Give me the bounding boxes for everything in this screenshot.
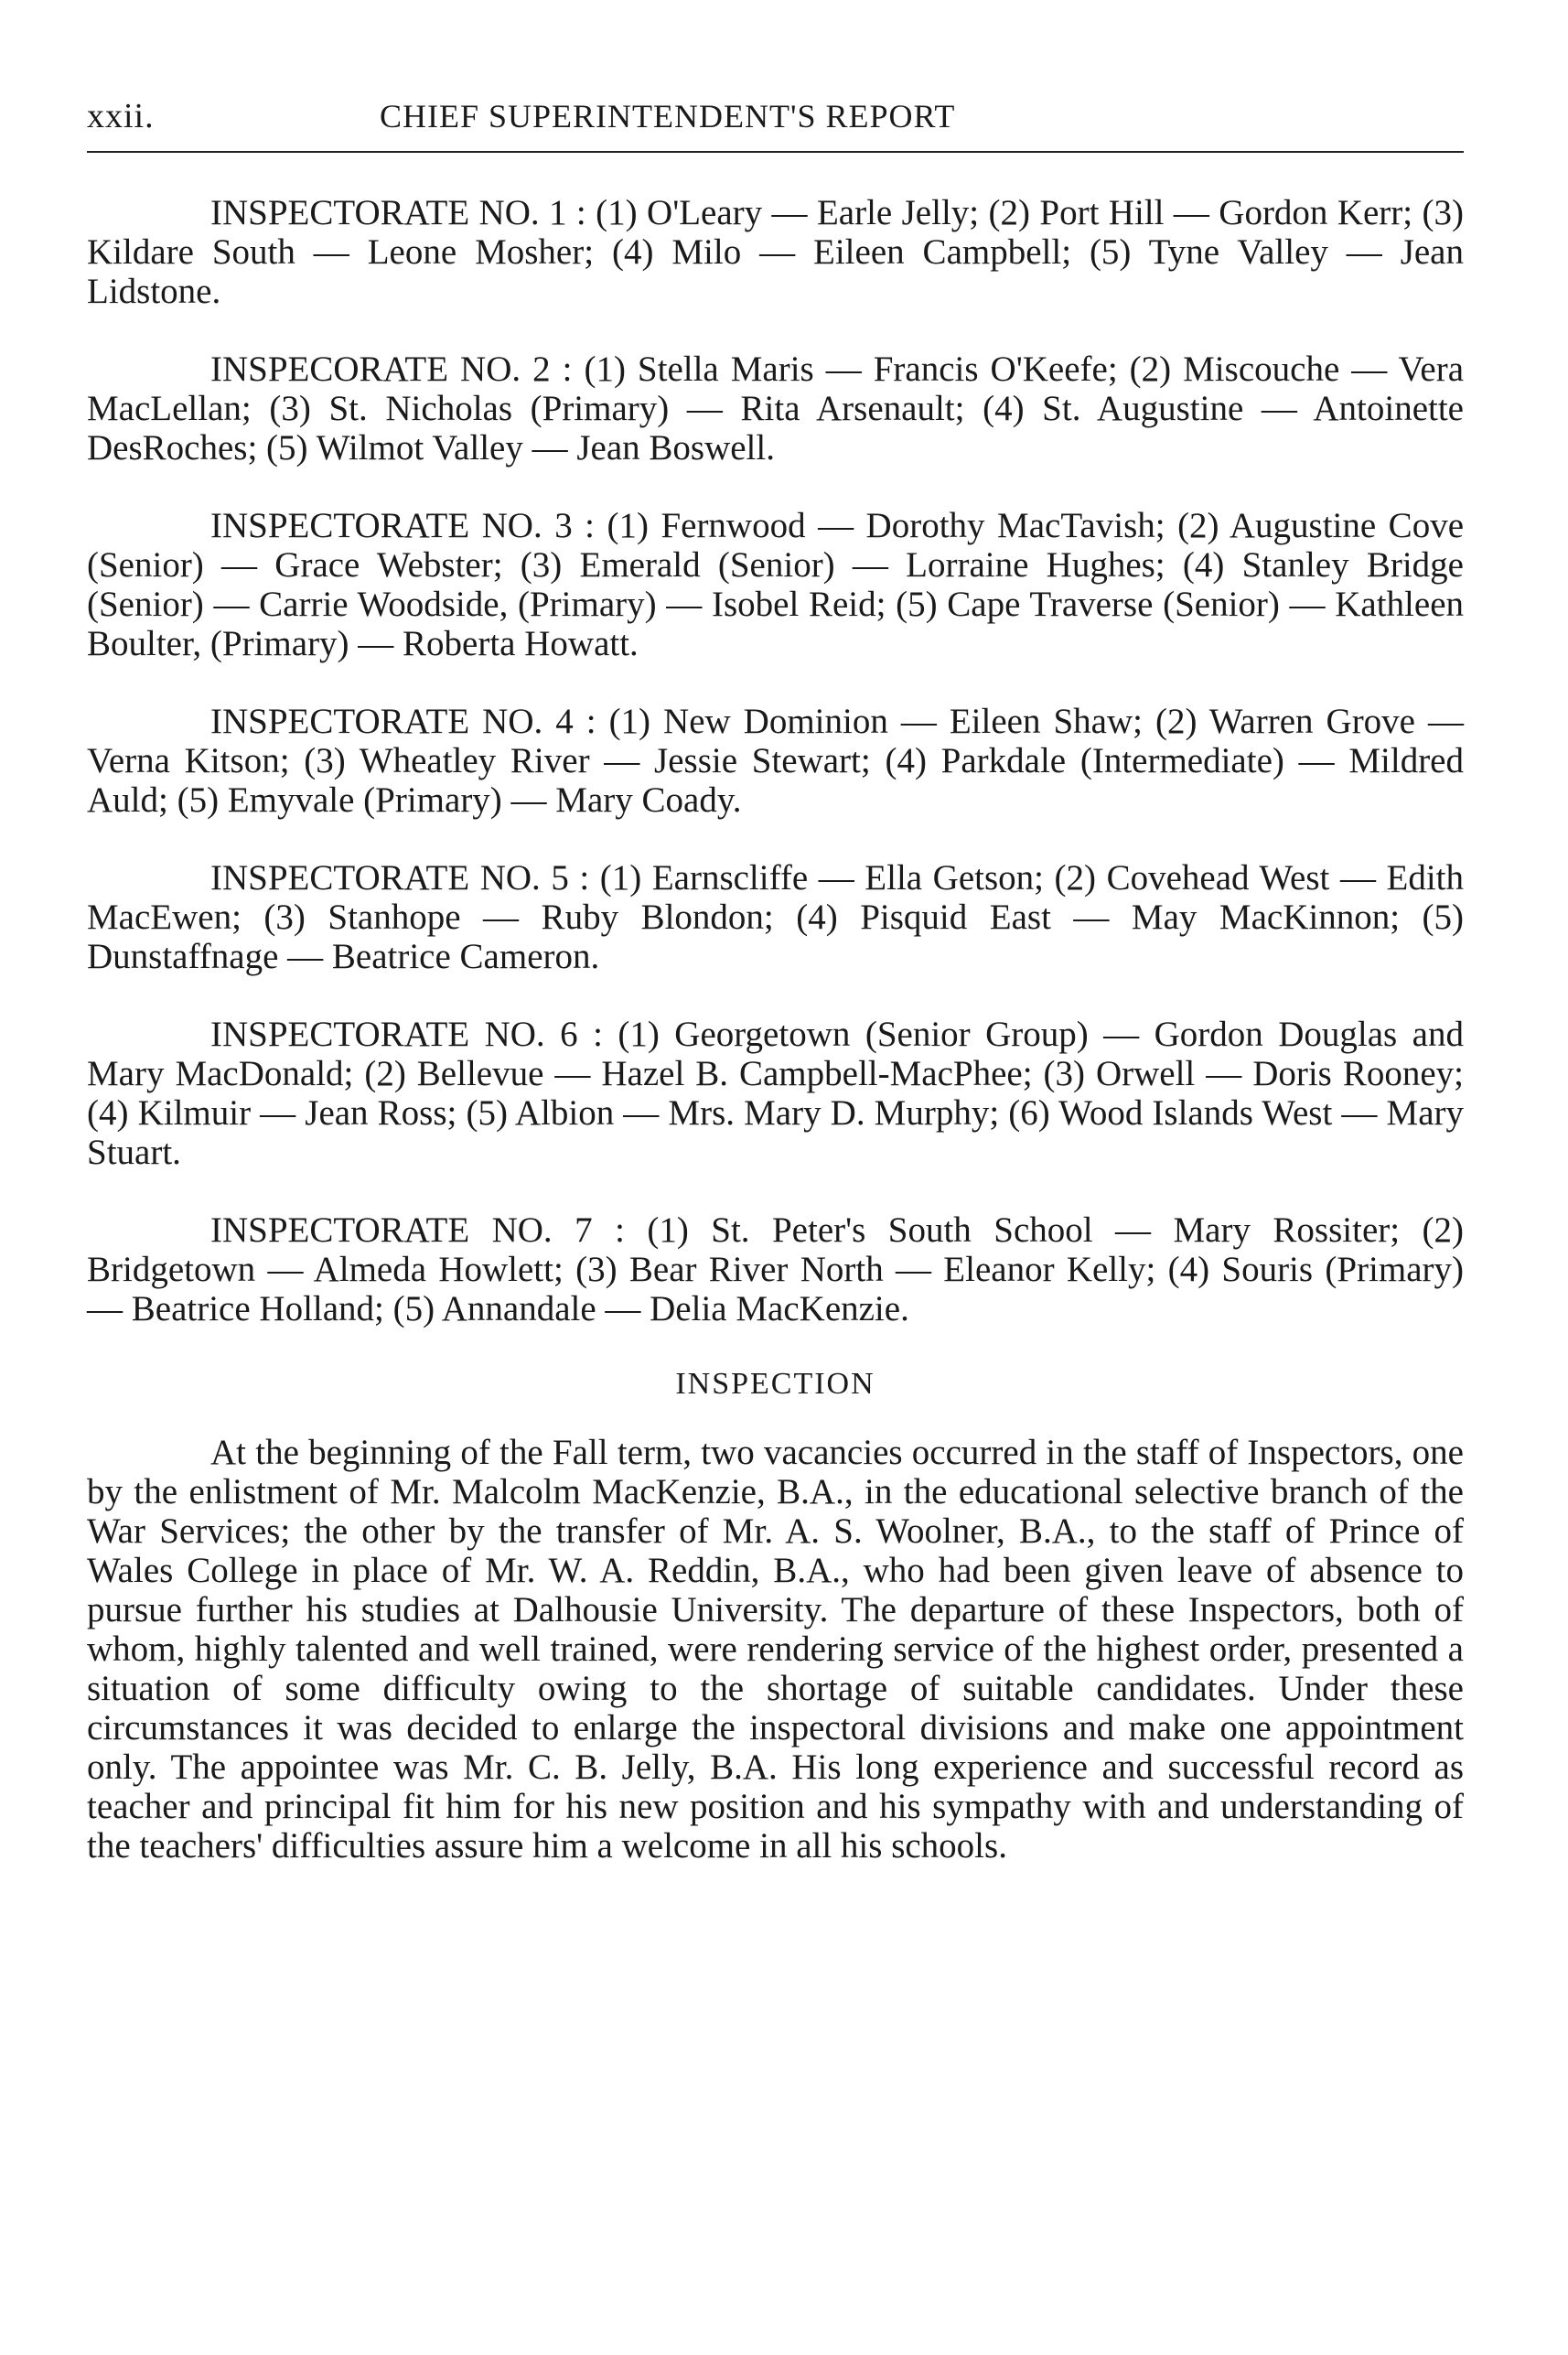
inspectorate-5-paragraph: INSPECTORATE NO. 5 : (1) Earnscliffe — Ella Getson; (2) Covehead West — Edith MacEwen; (3) Stanhope — Ruby Blondon; (4) Pisquid East — May MacKinnon; (5) Dunstaffnage — Beatrice Cameron. xyxy=(87,858,1464,976)
inspection-paragraph: At the beginning of the Fall term, two vacancies occurred in the staff of Inspectors, one by the enlistment of Mr. Malcolm MacKenzie, B.A., in the educational selective branch of the War Services; the other by the transfer of Mr. A. S. Woolner, B.A., to the staff of Prince of Wales College in place of Mr. W. A. Reddin, B.A., who had been given leave of absence to pursue further his studies at Dalhousie University. The departure of these Inspectors, both of whom, highly talented and well trained, were rendering service of the highest order, presented a situation of some difficulty owing to the shortage of suitable candidates. Under these circumstances it was decided to enlarge the inspectoral divisions and make one appointment only. The appointee was Mr. C. B. Jelly, B.A. His long experience and successful record as teacher and principal fit him for his new position and his sympathy with and understanding of the teachers' difficulties assure him a welcome in all his schools. xyxy=(87,1433,1464,1866)
running-title: CHIEF SUPERINTENDENT'S REPORT xyxy=(380,98,956,134)
inspectorate-2-paragraph: INSPECORATE NO. 2 : (1) Stella Maris — Francis O'Keefe; (2) Miscouche — Vera MacLellan; (3) St. Nicholas (Primary) — Rita Arsenault; (4) St. Augustine — Antoinette DesRoches; (5) Wilmot Valley — Jean Boswell. xyxy=(87,349,1464,468)
inspectorate-list xyxy=(87,193,1464,1328)
inspection-heading: INSPECTION xyxy=(675,1367,875,1401)
inspectorate-7-paragraph: INSPECTORATE NO. 7 : (1) St. Peter's South School — Mary Rossiter; (2) Bridgetown — Almeda Howlett; (3) Bear River North — Eleanor Kelly; (4) Souris (Primary) — Beatrice Holland; (5) Annandale — Delia MacKenzie. xyxy=(87,1210,1464,1328)
inspectorate-1-paragraph: INSPECTORATE NO. 1 : (1) O'Leary — Earle Jelly; (2) Port Hill — Gordon Kerr; (3) Kildare South — Leone Mosher; (4) Milo — Eileen Campbell; (5) Tyne Valley — Jean Lidstone. xyxy=(87,193,1464,311)
page-number: xxii. xyxy=(87,97,155,135)
document-page xyxy=(87,96,1464,1866)
inspectorate-6-paragraph: INSPECTORATE NO. 6 : (1) Georgetown (Senior Group) — Gordon Douglas and Mary MacDonald; (2) Bellevue — Hazel B. Campbell-MacPhee; (3) Orwell — Doris Rooney; (4) Kilmuir — Jean Ross; (5) Albion — Mrs. Mary D. Murphy; (6) Wood Islands West — Mary Stuart. xyxy=(87,1015,1464,1172)
inspectorate-3-paragraph: INSPECTORATE NO. 3 : (1) Fernwood — Dorothy MacTavish; (2) Augustine Cove (Senior) — Grace Webster; (3) Emerald (Senior) — Lorraine Hughes; (4) Stanley Bridge (Senior) — Carrie Woodside, (Primary) — Isobel Reid; (5) Cape Traverse (Senior) — Kathleen Boulter, (Primary) — Roberta Howatt. xyxy=(87,506,1464,663)
running-head xyxy=(87,96,1464,153)
inspectorate-4-paragraph: INSPECTORATE NO. 4 : (1) New Dominion — Eileen Shaw; (2) Warren Grove — Verna Kitson; (3) Wheatley River — Jessie Stewart; (4) Parkdale (Intermediate) — Mildred Auld; (5) Emyvale (Primary) — Mary Coady. xyxy=(87,702,1464,820)
